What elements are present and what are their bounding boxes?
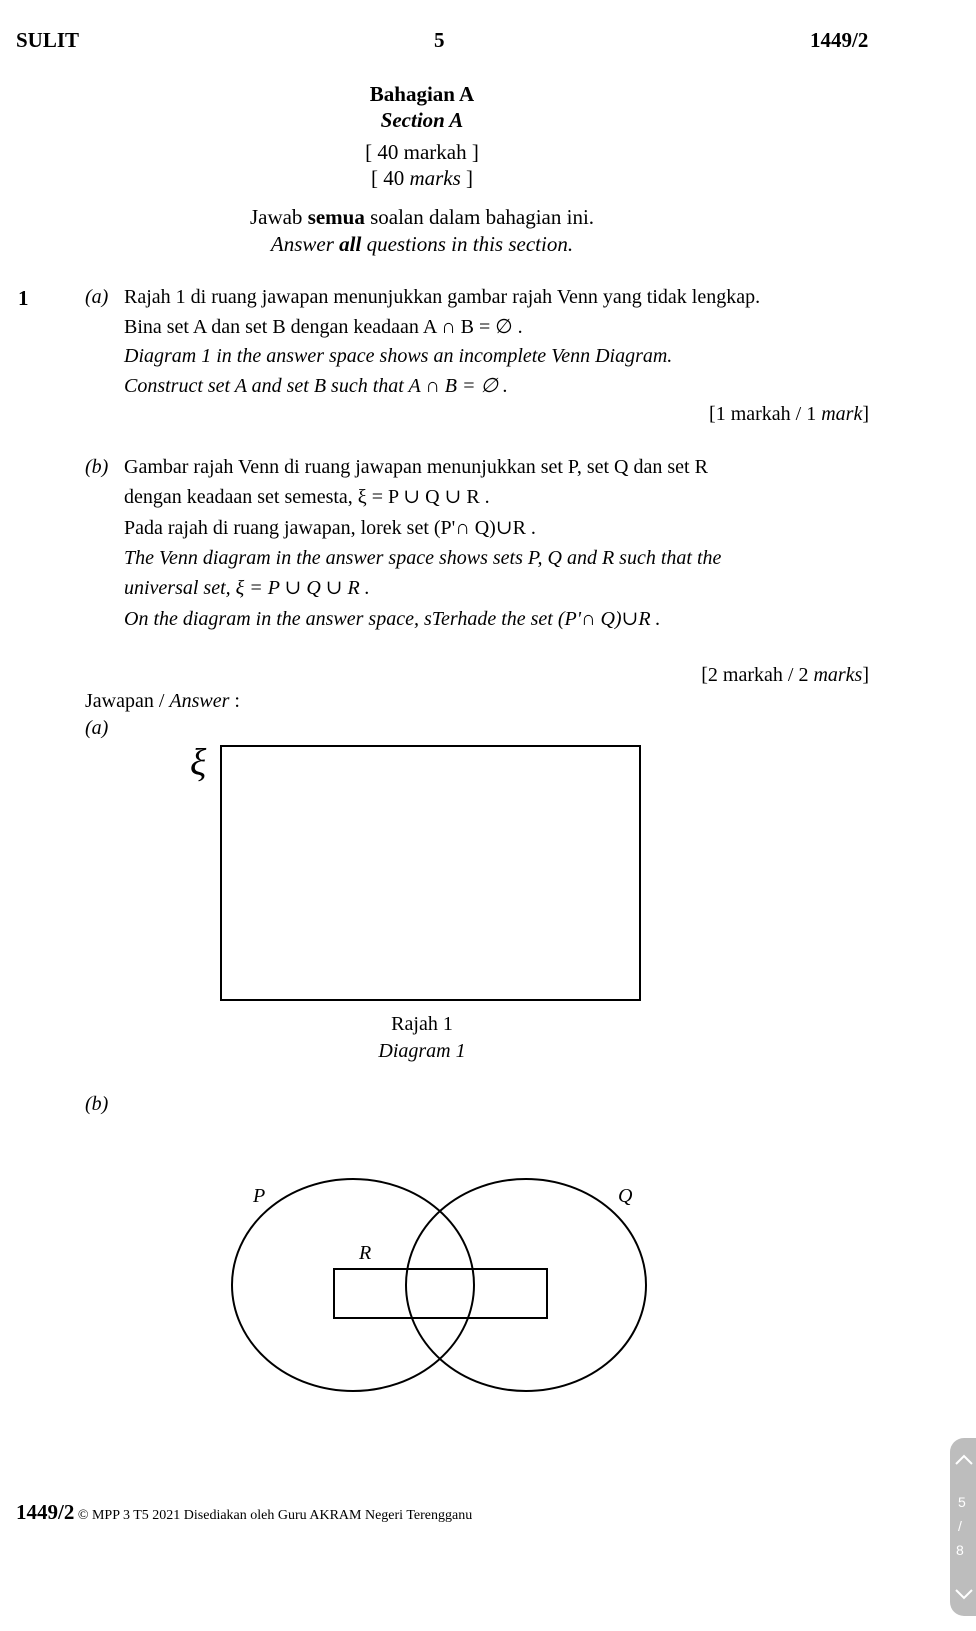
part-a-marks-word: mark [821,403,863,425]
section-marks-en [0,166,882,191]
question-number: 1 [18,286,29,310]
chevron-up-icon[interactable] [954,1450,974,1470]
part-a-marks-post: ] [862,403,869,425]
instruction-ms-pre: Jawab [249,205,308,229]
part-a-line-1: Rajah 1 di ruang jawapan menunjukkan gambar rajah Venn yang tidak lengkap. [124,286,761,308]
part-a-label: (a) [85,286,109,308]
section-marks-ms: [ 40 markah ] [365,140,479,164]
section-title-ms: Bahagian A [369,82,475,106]
answer-part-b-label: (b) [85,1093,109,1115]
part-b-line-5: universal set, ξ = P ∪ Q ∪ R . [124,577,370,599]
set-r-label: R [359,1242,372,1264]
part-b-line-1: Gambar rajah Venn di ruang jawapan menunjukkan set P, set Q dan set R [124,456,708,478]
instruction-en-bold: all [339,232,362,256]
header-sulit: SULIT [16,28,80,52]
part-a-marks-pre: [1 markah / 1 [709,403,822,425]
diagram-caption-ms: Rajah 1 [391,1013,453,1035]
part-b-label: (b) [85,456,109,478]
instruction-ms-bold: semua [307,205,365,229]
part-b-marks-pre: [2 markah / 2 [701,664,814,686]
page-indicator-current: 5 [958,1494,966,1510]
page-indicator-total: 8 [956,1542,964,1558]
page-indicator-slash: / [958,1518,962,1534]
set-r-rectangle[interactable] [334,1269,547,1318]
page-scroll-widget[interactable] [950,1438,976,1616]
footer-code: 1449/2 [16,1500,75,1524]
marks-en-word: marks [409,166,461,190]
set-p-label: P [253,1185,266,1207]
answer-heading [85,690,240,713]
instruction-ms-post: soalan dalam bahagian ini. [364,205,595,229]
answer-part-a-label: (a) [85,717,109,739]
part-a-line-3: Diagram 1 in the answer space shows an incomplete Venn Diagram. [124,345,673,367]
part-b-line-2: dengan keadaan set semesta, ξ = P ∪ Q ∪ R . [124,486,490,508]
part-b-line-4: The Venn diagram in the answer space shows sets P, Q and R such that the [124,547,722,569]
page-number: 5 [434,28,445,52]
marks-en-close: ] [460,166,474,190]
instruction-en-post: questions in this section. [361,232,574,256]
instruction-ms [0,205,882,230]
set-q-circle[interactable] [406,1179,646,1391]
answer-heading-word: Answer [169,690,230,712]
set-p-circle[interactable] [232,1179,474,1391]
instruction-en-pre: Answer [270,232,340,256]
universal-set-symbol: ξ [190,742,207,784]
paper-code: 1449/2 [810,28,869,52]
part-b-line-6: On the diagram in the answer space, sTerhade the set (P'∩ Q)∪R . [124,608,661,630]
part-a-line-4: Construct set A and set B such that A ∩ B = ∅ . [124,375,508,397]
answer-heading-post: : [229,690,240,712]
chevron-down-icon[interactable] [954,1584,974,1604]
part-a-marks [709,403,869,426]
diagram-caption-en: Diagram 1 [378,1040,466,1062]
answer-heading-pre: Jawapan / [85,690,170,712]
marks-en-open: [ 40 [370,166,410,190]
part-a-line-2: Bina set A dan set B dengan keadaan A ∩ B = ∅ . [124,316,523,338]
section-title-en: Section A [380,108,464,132]
instruction-en [0,232,882,257]
part-b-marks-word: marks [813,664,863,686]
part-b-line-3: Pada rajah di ruang jawapan, lorek set (P'∩ Q)∪R . [124,517,536,539]
venn-diagram-b[interactable] [220,1160,670,1420]
part-b-marks [701,664,869,687]
diagram-1-universal-box[interactable] [220,745,641,1001]
part-b-marks-post: ] [862,664,869,686]
footer-text: © MPP 3 T5 2021 Disediakan oleh Guru AKRAM Negeri Terengganu [74,1508,473,1523]
footer [16,1500,472,1525]
set-q-label: Q [618,1185,633,1207]
